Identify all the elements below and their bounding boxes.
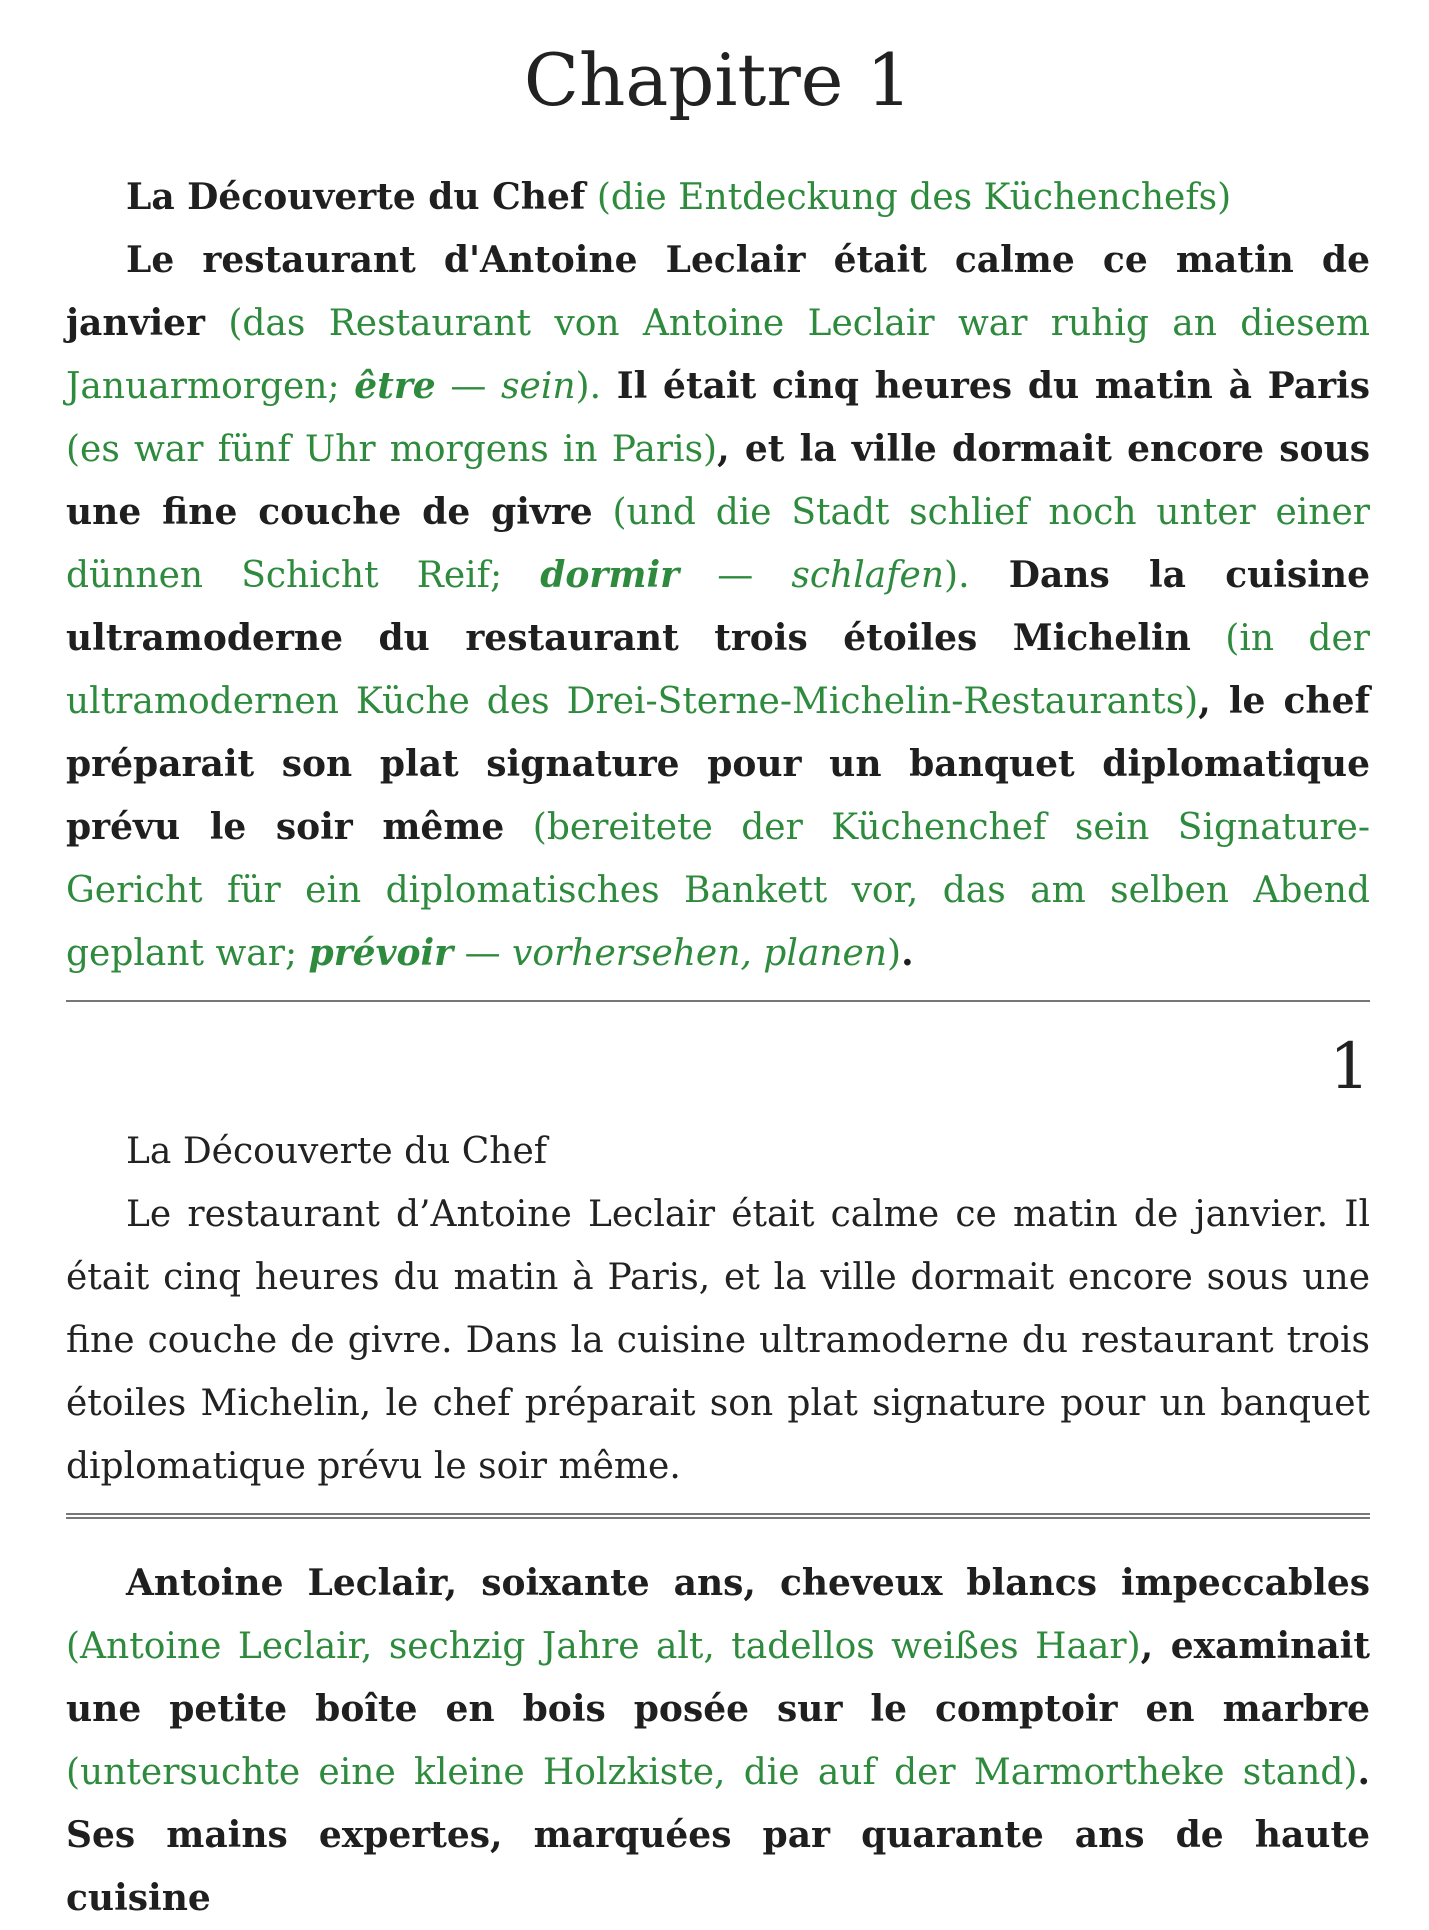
- sentence-de: (und die Stadt schlief noch unter einer dünnen Schicht Reif; dormir — schlafen).: [66, 492, 1371, 596]
- sentence-fr: Antoine Leclair, soixante ans, cheveux blancs impeccables: [126, 1562, 1370, 1604]
- subtitle-de: (die Entdeckung des Küchenchefs): [596, 177, 1232, 218]
- sentence-de: (das Restaurant von Antoine Leclair war ruhig an diesem Januarmorgen; être — sein).: [66, 303, 1370, 407]
- vocab-gloss: vorhersehen, planen: [512, 933, 888, 974]
- bilingual-paragraph-1: Le restaurant d'Antoine Leclair était calme ce matin de janvier (das Restaurant von Antoine Leclair war ruhig an diesem Januarmorgen; être — sein). Il était cinq heures du matin à Paris (es war fünf Uhr morgens in Paris), et la ville dormait encore sous une fine couche de givre (und die Stadt schlief noch unter einer dünnen Schicht Reif; dormir — schlafen). Dans la cuisine ultramoderne du restaurant trois étoiles Michelin (in der ultramodernen Küche des Drei-Sterne-Michelin-Restaurants), le chef préparait son plat signature pour un banquet diplomatique prévu le soir même (bereitete der Küchenchef sein Signature-Gericht für ein diplomatisches Bankett vor, das am selben Abend geplant war; prévoir — vorhersehen, planen).: [66, 239, 1371, 974]
- vocab-gloss: schlafen: [791, 555, 945, 596]
- double-divider: [66, 1513, 1370, 1519]
- sentence-de: (untersuchte eine kleine Holzkiste, die auf der Marmortheke stand): [66, 1752, 1358, 1793]
- original-subtitle: La Découverte du Chef: [126, 1131, 548, 1172]
- section-number: 1: [1329, 1030, 1370, 1104]
- sentence-de: (Antoine Leclair, sechzig Jahre alt, tadellos weißes Haar): [66, 1626, 1141, 1667]
- vocab-keyword: prévoir: [308, 932, 454, 974]
- sentence-fr: , et la ville dormait encore sous une fine couche de givre: [66, 428, 1371, 533]
- sentence-fr: Il était cinq heures du matin à Paris: [601, 365, 1371, 407]
- sentence-fr: Ses mains expertes, marquées par quarante ans de haute cuisine: [66, 1814, 1370, 1919]
- original-paragraph: Le restaurant d’Antoine Leclair était calme ce matin de janvier. Il était cinq heures du matin à Paris, et la ville dormait encore sous une fine couche de givre. Dans la cuisine ultramoderne du restaurant trois étoiles Michelin, le chef préparait son plat signature pour un banquet diplomatique prévu le soir même.: [66, 1194, 1370, 1487]
- section-divider: [66, 1000, 1370, 1002]
- sentence-de: (bereitete der Küchenchef sein Signature-Gericht für ein diplomatisches Bankett vor, das am selben Abend geplant war; prévoir — vorhersehen, planen): [66, 807, 1370, 974]
- sentence-fr: , examinait une petite boîte en bois posée sur le comptoir en marbre: [66, 1625, 1370, 1730]
- sentence-fr: Le restaurant d'Antoine Leclair était calme ce matin de janvier: [66, 239, 1370, 344]
- vocab-keyword: être: [354, 365, 436, 407]
- vocab-gloss: sein: [501, 366, 576, 407]
- sentence-fr: Dans la cuisine ultramoderne du restaurant trois étoiles Michelin: [66, 554, 1370, 659]
- subtitle-fr: La Découverte du Chef: [126, 176, 586, 218]
- sentence-de: (in der ultramodernen Küche des Drei-Sterne-Michelin-Restaurants): [66, 618, 1370, 722]
- chapter-title: Chapitre 1: [523, 38, 913, 122]
- bilingual-paragraph-2: Antoine Leclair, soixante ans, cheveux blancs impeccables (Antoine Leclair, sechzig Jahre alt, tadellos weißes Haar), examinait une petite boîte en bois posée sur le comptoir en marbre (untersuchte eine kleine Holzkiste, die auf der Marmortheke stand). Ses mains expertes, marquées par quarante ans de haute cuisine: [66, 1562, 1370, 1919]
- sentence-de: (es war fünf Uhr morgens in Paris): [66, 429, 718, 470]
- bilingual-subtitle: [66, 166, 1370, 229]
- vocab-keyword: dormir: [540, 554, 680, 596]
- sentence-fr: , le chef préparait son plat signature pour un banquet diplomatique prévu le soir même: [66, 680, 1370, 848]
